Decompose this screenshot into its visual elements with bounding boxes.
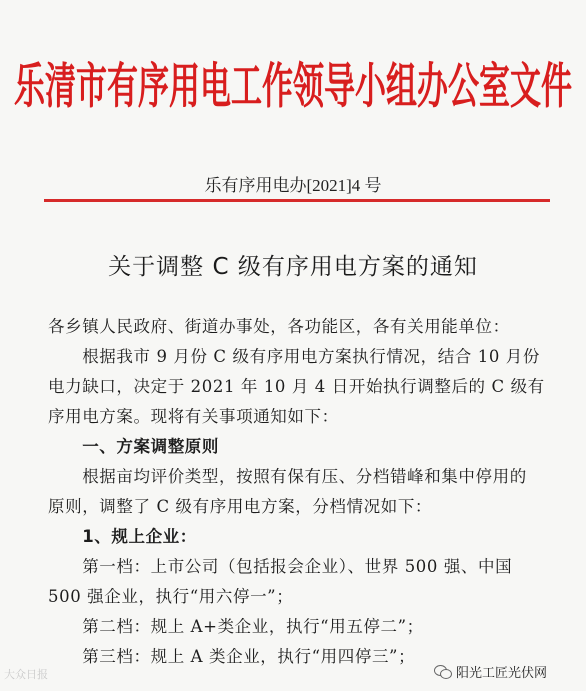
tier-line: 第二档：规上 A+类企业，执行“用五停二”；	[48, 617, 424, 636]
notice-title: 关于调整 C 级有序用电方案的通知	[108, 254, 478, 280]
body-line-addressee: 各乡镇人民政府、街道办事处，各功能区，各有关用能单位：	[48, 317, 510, 336]
watermark: 大众日报	[4, 668, 48, 681]
body-line: 根据我市 9 月份 C 级有序用电方案执行情况，结合 10 月份	[48, 347, 540, 366]
body-line: 序用电方案。现将有关事项通知如下：	[48, 407, 339, 426]
brand-name: 阳光工匠光伏网	[456, 666, 548, 681]
body-line: 原则，调整了 C 级有序用电方案，分档情况如下：	[48, 497, 433, 516]
subsection-heading: 1、规上企业：	[48, 527, 197, 546]
body-line: 电力缺口，决定于 2021 年 10 月 4 日开始执行调整后的 C 级有	[48, 377, 545, 396]
body-line: 根据亩均评价类型，按照有保有压、分档错峰和集中停用的	[48, 467, 527, 486]
document-header-title: 乐清市有序用电工作领导小组办公室文件	[14, 59, 572, 115]
tier-line: 500 强企业，执行“用六停一”；	[48, 587, 294, 606]
tier-line: 第三档：规上 A 类企业，执行“用四停三”；	[48, 647, 416, 666]
footer-brand	[434, 662, 547, 681]
document-number: 乐有序用电办[2021]4 号	[204, 176, 382, 195]
tier-line: 第一档：上市公司（包括报会企业）、世界 500 强、中国	[48, 557, 513, 576]
wechat-icon	[434, 665, 452, 679]
red-divider	[44, 199, 550, 202]
section-heading: 一、方案调整原则	[48, 437, 219, 456]
